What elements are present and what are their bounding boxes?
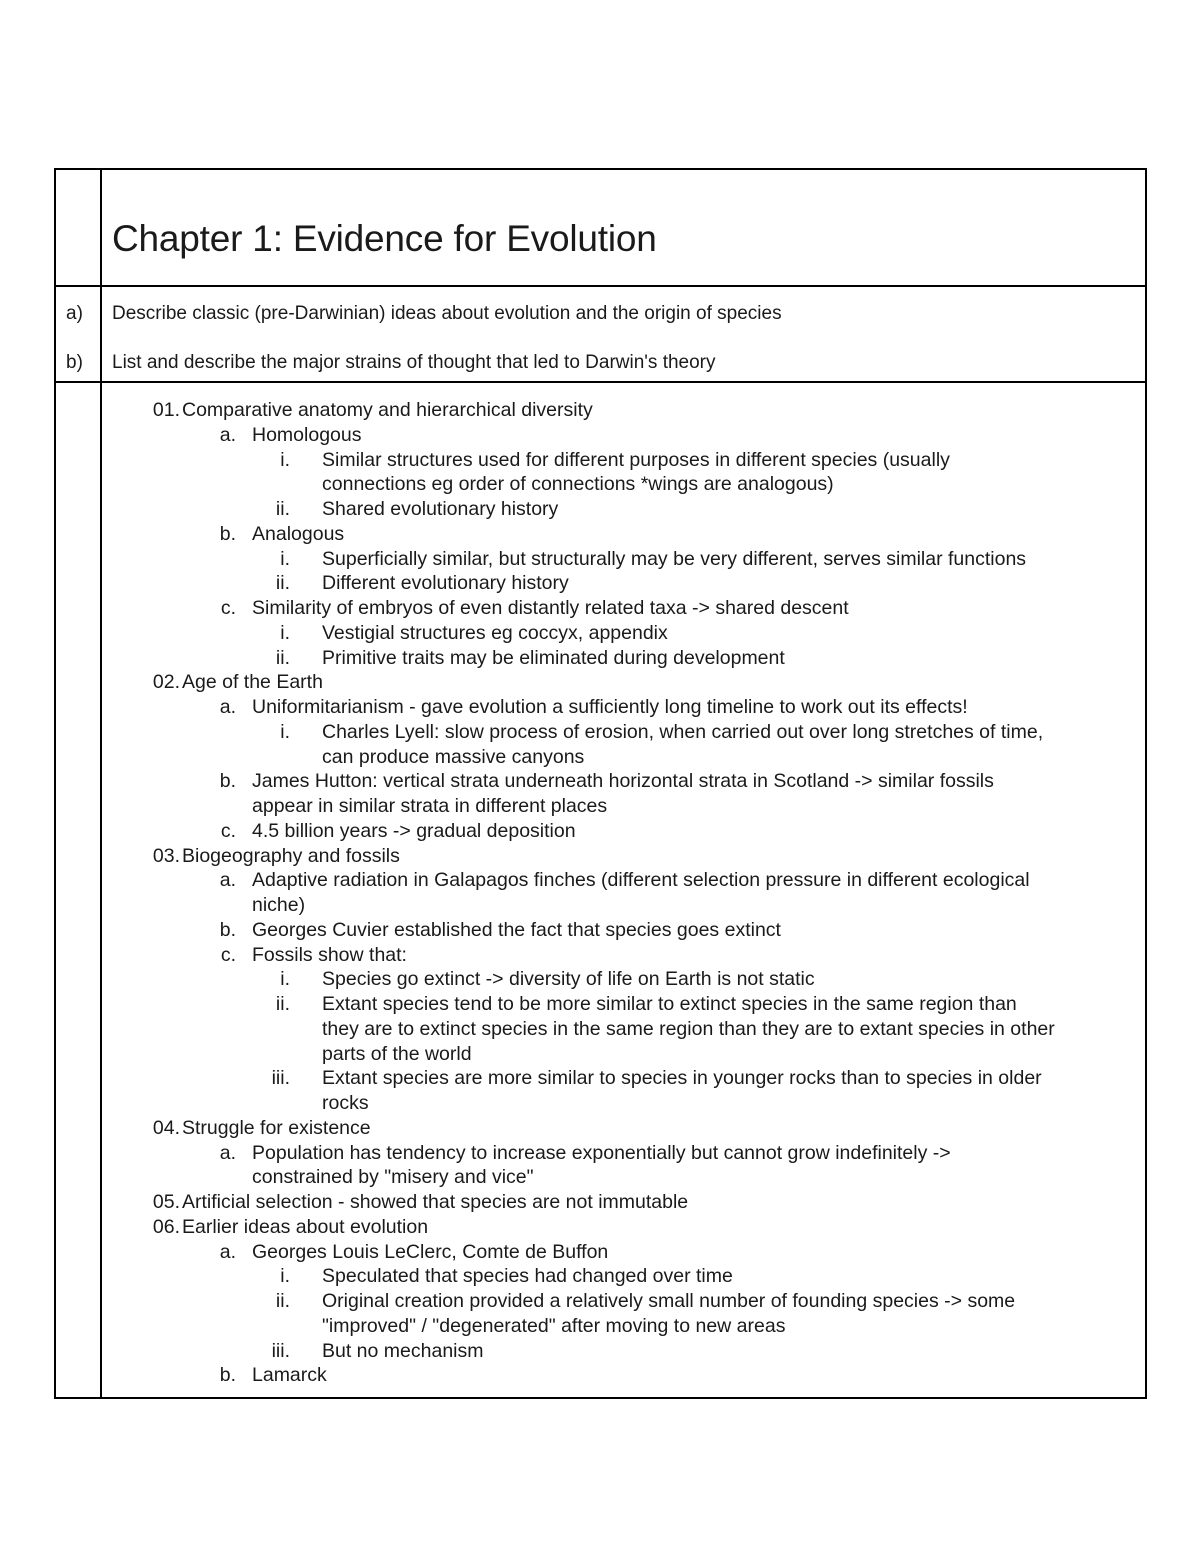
outline-line bbox=[0, 893, 1200, 918]
outline-line bbox=[0, 522, 1200, 547]
outline-marker: i. bbox=[280, 720, 290, 743]
outline-marker: iii. bbox=[271, 1067, 290, 1090]
outline-line bbox=[0, 1017, 1200, 1042]
outline-line bbox=[0, 1066, 1200, 1091]
outline-line bbox=[0, 695, 1200, 720]
outline-text: Homologous bbox=[252, 423, 362, 446]
outline-marker: ii. bbox=[275, 1290, 290, 1312]
outline-marker: 01. bbox=[152, 399, 180, 421]
outline-line bbox=[0, 1190, 1200, 1215]
outline-text: Similarity of embryos of even distantly related taxa -> shared descent bbox=[252, 597, 849, 619]
outline-text: Vestigial structures eg coccyx, appendix bbox=[322, 621, 668, 644]
outline-line bbox=[0, 571, 1200, 596]
outline-marker: a. bbox=[219, 696, 236, 718]
outline-text: "improved" / "degenerated" after moving to new areas bbox=[322, 1314, 786, 1337]
outline-line bbox=[0, 1091, 1200, 1116]
outline-line bbox=[0, 1289, 1200, 1314]
outline-marker: a. bbox=[219, 869, 236, 892]
outline-line bbox=[0, 1314, 1200, 1339]
outline-line bbox=[0, 868, 1200, 893]
objective-a-text: Describe classic (pre-Darwinian) ideas about evolution and the origin of species bbox=[112, 303, 782, 324]
outline-line bbox=[0, 423, 1200, 448]
objectives-row-divider bbox=[54, 381, 1147, 383]
outline-marker: 03. bbox=[152, 844, 180, 867]
outline-text: parts of the world bbox=[322, 1042, 472, 1065]
outline-text: Original creation provided a relatively small number of founding species -> some bbox=[322, 1290, 1016, 1312]
outline-line bbox=[0, 621, 1200, 646]
outline-line bbox=[0, 1215, 1200, 1240]
outline-text: appear in similar strata in different places bbox=[252, 795, 608, 817]
outline-text: Comparative anatomy and hierarchical diversity bbox=[182, 399, 593, 421]
objective-b-text: List and describe the major strains of thought that led to Darwin's theory bbox=[112, 352, 716, 373]
outline-text: Adaptive radiation in Galapagos finches (different selection pressure in different ecological bbox=[252, 869, 1030, 892]
outline-line bbox=[0, 720, 1200, 745]
outline-line bbox=[0, 1042, 1200, 1067]
outline-text: Similar structures used for different purposes in different species (usually bbox=[322, 448, 950, 471]
outline-text: Georges Cuvier established the fact that species goes extinct bbox=[252, 918, 781, 941]
outline-text: can produce massive canyons bbox=[322, 745, 585, 768]
outline-line bbox=[0, 1363, 1200, 1388]
outline-line bbox=[0, 1339, 1200, 1364]
outline-marker: c. bbox=[220, 943, 236, 966]
outline-text: Charles Lyell: slow process of erosion, when carried out over long stretches of time, bbox=[322, 720, 1044, 743]
outline-line bbox=[0, 1116, 1200, 1141]
outline-text: niche) bbox=[252, 894, 306, 916]
outline-line bbox=[0, 1240, 1200, 1265]
objective-b-marker: b) bbox=[66, 352, 83, 373]
outline-text: Age of the Earth bbox=[182, 671, 323, 694]
outline-marker: iii. bbox=[271, 1339, 290, 1362]
outline-text: they are to extinct species in the same region than they are to extant species in other bbox=[322, 1017, 1055, 1040]
outline-text: Primitive traits may be eliminated during development bbox=[322, 646, 785, 669]
outline-marker: i. bbox=[280, 547, 290, 570]
outline-text: Speculated that species had changed over time bbox=[322, 1265, 733, 1288]
outline-text: Species go extinct -> diversity of life on Earth is not static bbox=[322, 968, 815, 991]
outline-line bbox=[0, 967, 1200, 992]
outline-marker: 06. bbox=[152, 1215, 180, 1238]
outline-line bbox=[0, 1141, 1200, 1166]
outline-marker: ii. bbox=[275, 498, 290, 520]
outline-text: Earlier ideas about evolution bbox=[182, 1215, 429, 1238]
outline-line bbox=[0, 448, 1200, 473]
chapter-title: Chapter 1: Evidence for Evolution bbox=[112, 218, 657, 259]
outline-marker: a. bbox=[219, 423, 236, 446]
outline-text: Biogeography and fossils bbox=[182, 844, 400, 867]
outline-line bbox=[0, 769, 1200, 794]
outline-marker: b. bbox=[219, 918, 236, 941]
outline-text: James Hutton: vertical strata underneath horizontal strata in Scotland -> similar fossils bbox=[252, 770, 994, 793]
outline-marker: b. bbox=[219, 522, 236, 545]
outline-line bbox=[0, 398, 1200, 423]
outline-line bbox=[0, 992, 1200, 1017]
objective-a-marker: a) bbox=[66, 303, 83, 324]
outline-text: Struggle for existence bbox=[182, 1116, 371, 1139]
outline-text: rocks bbox=[322, 1092, 369, 1114]
outline-marker: 04. bbox=[152, 1116, 180, 1139]
outline-line bbox=[0, 1264, 1200, 1289]
outline-text: constrained by "misery and vice" bbox=[252, 1166, 534, 1189]
outline-line bbox=[0, 472, 1200, 497]
outline-text: Georges Louis LeClerc, Comte de Buffon bbox=[252, 1240, 609, 1263]
outline-line bbox=[0, 794, 1200, 819]
outline-text: Lamarck bbox=[252, 1364, 327, 1387]
outline-line bbox=[0, 646, 1200, 671]
outline-marker: a. bbox=[219, 1240, 236, 1263]
outline-line bbox=[0, 596, 1200, 621]
outline-text: connections eg order of connections *wings are analogous) bbox=[322, 473, 834, 496]
outline-line bbox=[0, 819, 1200, 844]
outline-text: 4.5 billion years -> gradual deposition bbox=[252, 819, 576, 842]
outline-text: Superficially similar, but structurally may be very different, serves similar functions bbox=[322, 547, 1027, 570]
outline-text: Artificial selection - showed that species are not immutable bbox=[182, 1191, 689, 1213]
outline-marker: ii. bbox=[275, 646, 290, 669]
outline-marker: ii. bbox=[275, 993, 290, 1015]
outline-line bbox=[0, 943, 1200, 968]
outline-text: Uniformitarianism - gave evolution a sufficiently long timeline to work out its effects! bbox=[252, 696, 968, 718]
outline-marker: c. bbox=[220, 597, 236, 619]
outline-marker: b. bbox=[219, 770, 236, 793]
outline-text: Analogous bbox=[252, 522, 345, 545]
outline-text: Different evolutionary history bbox=[322, 572, 569, 595]
outline-text: Fossils show that: bbox=[252, 943, 407, 966]
outline-line bbox=[0, 844, 1200, 869]
outline-marker: 02. bbox=[152, 671, 180, 694]
outline-line bbox=[0, 670, 1200, 695]
outline-marker: i. bbox=[280, 448, 290, 471]
outline-text: Shared evolutionary history bbox=[322, 498, 559, 520]
outline-text: But no mechanism bbox=[322, 1339, 484, 1362]
outline-text: Extant species tend to be more similar to extinct species in the same region than bbox=[322, 993, 1017, 1015]
title-row-divider bbox=[54, 285, 1147, 287]
outline-marker: i. bbox=[280, 621, 290, 644]
outline-line bbox=[0, 497, 1200, 522]
outline-line bbox=[0, 1165, 1200, 1190]
outline-line bbox=[0, 547, 1200, 572]
outline-marker: c. bbox=[220, 819, 236, 842]
outline-line bbox=[0, 745, 1200, 770]
outline-marker: i. bbox=[280, 968, 290, 991]
outline-marker: b. bbox=[219, 1364, 236, 1387]
outline-marker: i. bbox=[280, 1265, 290, 1288]
outline-line bbox=[0, 918, 1200, 943]
outline-marker: 05. bbox=[152, 1191, 180, 1213]
outline-marker: ii. bbox=[275, 572, 290, 595]
outline-text: Population has tendency to increase exponentially but cannot grow indefinitely -> bbox=[252, 1141, 951, 1164]
outline-text: Extant species are more similar to species in younger rocks than to species in older bbox=[322, 1067, 1042, 1090]
outline-marker: a. bbox=[219, 1141, 236, 1164]
